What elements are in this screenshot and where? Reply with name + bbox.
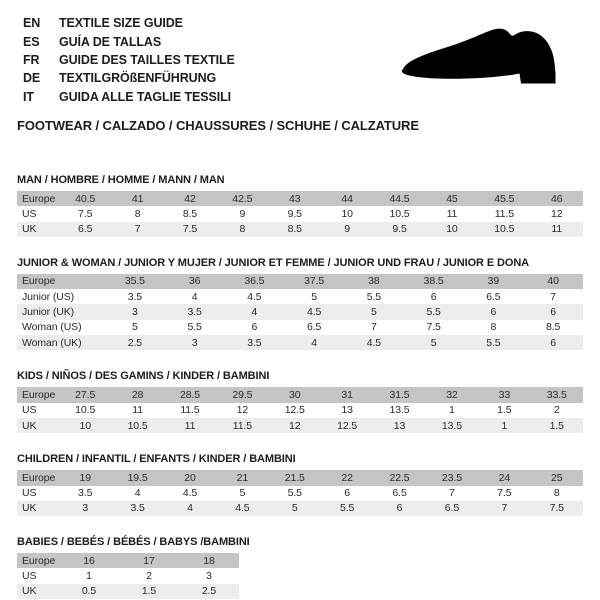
size-cell: 5 (132, 321, 138, 334)
size-cell: 31 (321, 387, 373, 402)
size-cell: 5.5 (187, 321, 202, 334)
row-label-cell: Europe (17, 274, 105, 289)
size-cell: 6 (373, 501, 425, 516)
size-table (17, 470, 583, 516)
size-cell: 29.5 (216, 387, 268, 402)
size-cell: 19.5 (111, 470, 163, 485)
size-cell: 11.5 (180, 404, 200, 417)
row-label-cell: US (22, 570, 37, 583)
row-label-cell: Europe (17, 387, 59, 402)
row-label-cell: Europe (17, 470, 59, 485)
table-title: MAN / HOMBRE / HOMME / MANN / MAN (17, 173, 225, 186)
size-cell: 4 (164, 501, 216, 516)
language-label: GUIDE DES TAILLES TEXTILE (59, 52, 235, 67)
size-cell: 5 (404, 335, 464, 350)
size-cell: 6.5 (306, 321, 322, 334)
size-cell: 3.5 (127, 290, 143, 303)
size-cell: 8 (216, 222, 268, 237)
table-row (17, 320, 583, 335)
size-cell: 5.5 (366, 290, 382, 303)
row-label-cell: Woman (UK) (17, 335, 105, 350)
size-cell: 36.5 (225, 274, 285, 289)
table-row (17, 418, 583, 433)
size-cell: 12.5 (284, 404, 305, 417)
size-cell: 7.5 (426, 321, 441, 334)
size-cell: 24 (478, 470, 530, 485)
size-cell: 6 (464, 304, 524, 319)
size-cell: 20 (164, 470, 216, 485)
size-cell: 1.5 (497, 404, 512, 417)
language-label: GUÍA DE TALLAS (59, 34, 162, 49)
size-table (17, 191, 583, 237)
size-cell: 44.5 (373, 191, 425, 206)
size-cell: 2.5 (105, 335, 165, 350)
size-cell: 8.5 (182, 207, 198, 220)
size-cell: 46 (531, 191, 583, 206)
size-cell: 11 (446, 207, 458, 220)
language-code: EN (23, 16, 41, 31)
table-title: KIDS / NIÑOS / DES GAMINS / KINDER / BAMBINI (17, 370, 270, 383)
size-cell: 13 (373, 418, 425, 433)
row-label-cell: Europe (17, 553, 59, 568)
size-cell: 7 (550, 290, 556, 303)
table-row (17, 222, 583, 237)
table-row (17, 486, 583, 501)
size-cell: 12 (551, 207, 563, 220)
row-label-cell: Europe (17, 191, 59, 206)
size-cell: 42 (164, 191, 216, 206)
size-cell: 6 (251, 321, 258, 334)
size-cell: 21.5 (269, 470, 321, 485)
table-row (17, 568, 239, 583)
size-cell: 6.5 (59, 222, 111, 237)
footwear-heading: FOOTWEAR / CALZADO / CHAUSSURES / SCHUHE / CALZATURE (17, 117, 419, 133)
size-cell: 1 (449, 404, 455, 417)
size-cell: 5.5 (404, 304, 464, 319)
size-cell: 10 (341, 207, 353, 220)
size-cell: 7 (371, 321, 377, 334)
row-label-cell: UK (17, 418, 59, 433)
row-label-cell: US (22, 487, 37, 500)
size-cell: 7.5 (497, 487, 512, 500)
table-row (17, 289, 583, 304)
size-cell: 1 (86, 570, 92, 583)
row-label-cell: Junior (UK) (17, 304, 105, 319)
table-row (17, 501, 583, 516)
size-cell: 4.5 (344, 335, 404, 350)
size-cell: 23.5 (426, 470, 478, 485)
size-cell: 10.5 (75, 404, 96, 417)
size-cell: 6.5 (426, 501, 478, 516)
size-cell: 8 (490, 321, 497, 334)
size-cell: 5 (344, 304, 404, 319)
size-cell: 17 (119, 553, 179, 568)
size-cell: 16 (59, 553, 119, 568)
size-cell: 0.5 (59, 584, 119, 599)
size-cell: 6.5 (486, 290, 501, 303)
row-label-cell: UK (17, 222, 59, 237)
size-cell: 7.5 (531, 501, 583, 516)
size-cell: 10.5 (111, 418, 163, 433)
row-label-cell: Woman (US) (22, 321, 82, 334)
size-cell: 39 (464, 274, 524, 289)
size-cell: 3.5 (78, 487, 93, 500)
row-label-cell: Junior (US) (22, 290, 74, 303)
size-cell: 6 (430, 290, 437, 303)
language-label: TEXTILGRÖßENFÜHRUNG (59, 71, 217, 86)
size-cell: 6 (523, 335, 583, 350)
size-cell: 37.5 (284, 274, 344, 289)
table-row (17, 206, 583, 221)
size-cell: 3 (165, 335, 225, 350)
language-row (23, 88, 585, 106)
size-cell: 2.5 (179, 584, 239, 599)
size-cell: 3 (59, 501, 111, 516)
size-cell: 18 (179, 553, 239, 568)
size-cell: 3.5 (165, 304, 225, 319)
size-table (17, 553, 239, 599)
size-cell: 28.5 (164, 387, 216, 402)
size-cell: 44 (321, 191, 373, 206)
size-cell: 4.5 (182, 487, 198, 500)
size-cell: 19 (59, 470, 111, 485)
size-tables (17, 174, 585, 599)
shoe-icon (394, 27, 570, 89)
row-label-cell: US (22, 404, 37, 417)
size-cell: 8 (134, 207, 141, 220)
size-table-section (17, 257, 585, 350)
size-cell: 38 (344, 274, 404, 289)
size-cell: 32 (426, 387, 478, 402)
size-cell: 28 (111, 387, 163, 402)
size-cell: 9 (321, 222, 373, 237)
size-cell: 13 (341, 404, 353, 417)
table-row (17, 387, 583, 402)
size-cell: 9 (239, 207, 246, 220)
size-table (17, 387, 583, 433)
size-cell: 42.5 (216, 191, 268, 206)
size-cell: 3 (206, 570, 212, 583)
size-cell: 38.5 (404, 274, 464, 289)
size-cell: 9.5 (287, 207, 302, 220)
size-cell: 8.5 (545, 321, 561, 334)
table-row (17, 335, 583, 350)
size-cell: 11 (164, 418, 216, 433)
size-cell: 1.5 (531, 418, 583, 433)
size-cell: 6.5 (392, 487, 407, 500)
size-cell: 33.5 (531, 387, 583, 402)
size-cell: 10 (59, 418, 111, 433)
size-table (17, 274, 583, 350)
size-cell: 33 (478, 387, 530, 402)
size-cell: 12.5 (321, 418, 373, 433)
language-label: GUIDA ALLE TAGLIE TESSILI (59, 89, 232, 104)
size-cell: 27.5 (59, 387, 111, 402)
size-cell: 11.5 (216, 418, 268, 433)
table-title: JUNIOR & WOMAN / JUNIOR Y MUJER / JUNIOR ET FEMME / JUNIOR UND FRAU / JUNIOR E DONA (17, 256, 530, 269)
size-cell: 36 (165, 274, 225, 289)
language-code: FR (23, 52, 40, 67)
size-cell: 2 (146, 570, 152, 583)
size-table-section (17, 453, 585, 516)
size-cell: 40.5 (59, 191, 111, 206)
size-cell: 13.5 (426, 418, 478, 433)
size-cell: 6 (344, 487, 351, 500)
size-cell: 3.5 (111, 501, 163, 516)
size-cell: 5 (239, 487, 246, 500)
language-code: ES (23, 34, 40, 49)
size-cell: 12 (236, 404, 249, 417)
table-row (17, 191, 583, 206)
size-cell: 4 (134, 487, 141, 500)
size-cell: 22.5 (373, 470, 425, 485)
size-cell: 1.5 (119, 584, 179, 599)
size-cell: 8.5 (269, 222, 321, 237)
row-label-cell: US (22, 207, 37, 220)
size-table-section (17, 536, 585, 599)
size-cell: 8 (553, 487, 560, 500)
size-table-section (17, 174, 585, 237)
language-code: IT (23, 89, 34, 104)
table-row (17, 553, 239, 568)
size-cell: 4.5 (216, 501, 268, 516)
size-cell: 4.5 (247, 290, 262, 303)
size-cell: 30 (269, 387, 321, 402)
table-title: BABIES / BEBÉS / BÉBÉS / BABYS /BAMBINI (17, 536, 250, 549)
row-label-cell: UK (17, 501, 59, 516)
size-cell: 31.5 (373, 387, 425, 402)
size-cell: 10 (426, 222, 478, 237)
size-cell: 2 (553, 404, 560, 417)
size-cell: 10.5 (478, 222, 530, 237)
table-title: CHILDREN / INFANTIL / ENFANTS / KINDER / BAMBINI (17, 453, 296, 466)
size-cell: 41 (111, 191, 163, 206)
size-cell: 4 (225, 304, 285, 319)
table-row (17, 403, 583, 418)
table-row (17, 304, 583, 319)
size-cell: 5.5 (287, 487, 302, 500)
row-label-cell: UK (17, 584, 59, 599)
table-row (17, 584, 239, 599)
size-cell: 5 (269, 501, 321, 516)
size-cell: 11.5 (494, 207, 514, 220)
table-row (17, 470, 583, 485)
size-cell: 7.5 (78, 207, 93, 220)
size-cell: 21 (216, 470, 268, 485)
size-table-section (17, 370, 585, 433)
size-cell: 40 (523, 274, 583, 289)
language-label: TEXTILE SIZE GUIDE (59, 16, 183, 31)
table-row (17, 274, 583, 289)
size-cell: 11 (531, 222, 583, 237)
size-cell: 4 (284, 335, 344, 350)
size-cell: 1 (478, 418, 530, 433)
size-cell: 25 (531, 470, 583, 485)
size-cell: 7.5 (164, 222, 216, 237)
size-cell: 4 (191, 290, 198, 303)
size-cell: 7 (111, 222, 163, 237)
size-cell: 22 (321, 470, 373, 485)
size-cell: 45 (426, 191, 478, 206)
size-cell: 5 (311, 290, 317, 303)
size-cell: 7 (449, 487, 455, 500)
size-cell: 9.5 (373, 222, 425, 237)
size-cell: 4.5 (284, 304, 344, 319)
size-cell: 45.5 (478, 191, 530, 206)
size-cell: 3 (105, 304, 165, 319)
size-cell: 12 (269, 418, 321, 433)
size-cell: 11 (132, 404, 143, 417)
language-code: DE (23, 71, 41, 86)
size-cell: 5.5 (321, 501, 373, 516)
size-cell: 43 (269, 191, 321, 206)
size-cell: 6 (523, 304, 583, 319)
size-cell: 35.5 (105, 274, 165, 289)
size-cell: 10.5 (389, 207, 410, 220)
size-cell: 7 (478, 501, 530, 516)
size-cell: 3.5 (225, 335, 285, 350)
size-cell: 13.5 (389, 404, 410, 417)
size-cell: 5.5 (464, 335, 524, 350)
